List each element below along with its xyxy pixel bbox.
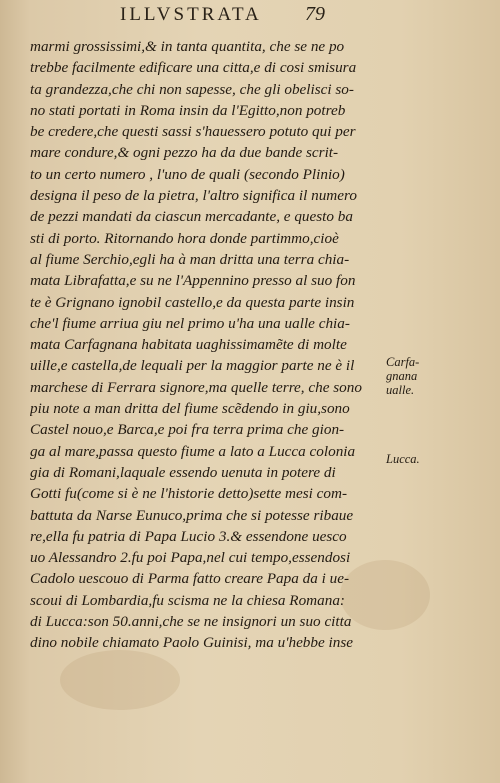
margin-note-lucca [386, 452, 420, 466]
text-line: che'l fiume arriua giu nel primo u'ha una ualle chia- [30, 314, 350, 332]
running-head: ILLVSTRATA [120, 4, 262, 25]
margin-note-line: Lucca. [386, 452, 420, 466]
text-line: uo Alessandro 2.fu poi Papa,nel cui tempo,essendosi [30, 549, 351, 567]
margin-note-line: Carfa- [386, 355, 420, 369]
text-line: dino nobile chiamato Paolo Guinisi, ma u'hebbe inse [30, 634, 353, 652]
text-line: Castel nouo,e Barca,e poi fra terra prima che gion- [30, 421, 345, 439]
text-line: di Lucca:son 50.anni,che se ne insignori un suo citta [30, 613, 352, 631]
paper-stain [60, 650, 180, 710]
text-line: be credere,che questi sassi s'hauessero potuto qui per [30, 123, 356, 141]
text-line: gia di Romani,laquale essendo uenuta in potere di [30, 463, 336, 481]
text-line: marmi grossissimi,& in tanta quantita, che se ne po [30, 38, 345, 55]
text-line: al fiume Serchio,egli ha à man dritta una terra chia- [30, 250, 350, 268]
text-line: ta grandezza,che chi non sapesse, che gli obelisci so- [30, 80, 354, 98]
text-line: de pezzi mandati da ciascun mercadante, e questo ba [30, 208, 353, 226]
margin-note-line: ualle. [386, 383, 415, 397]
text-line: trebbe facilmente edificare una citta,e di cosi smisura [30, 59, 357, 77]
page-number: 79 [305, 3, 325, 25]
margin-note-line: gnana [386, 369, 418, 383]
text-line: battuta da Narse Eunuco,prima che si potesse ribaue [30, 506, 354, 524]
text-line: to un certo numero , l'uno de quali (secondo Plinio) [30, 165, 345, 183]
text-line: piu note a man dritta del fiume scẽdendo in giu,sono [30, 400, 350, 418]
text-line: sti di porto. Ritornando hora donde partimmo,cioè [30, 229, 339, 247]
text-line: ga al mare,passa questo fiume a lato a Lucca colonia [30, 442, 356, 460]
text-line: mata Carfagnana habitata uaghissimamẽte di molte [30, 336, 347, 354]
text-line: mare condure,& ogni pezzo ha da due bande scrit- [30, 144, 339, 162]
text-line: Gotti fu(come si è ne l'historie detto)sette mesi com- [30, 485, 348, 503]
text-line: scoui di Lombardia,fu scisma ne la chiesa Romana: [30, 591, 345, 609]
margin-notes [386, 0, 446, 783]
text-line: te è Grignano ignobil castello,e da questa parte insin [30, 293, 355, 311]
text-line: re,ella fu patria di Papa Lucio 3.& essendone uesco [30, 527, 347, 545]
margin-note-carfagnana [386, 355, 419, 397]
text-line: mata Librafatta,e su ne l'Appennino presso al suo fon [30, 272, 356, 290]
text-line: Cadolo uescouo di Parma fatto creare Papa da i ue- [30, 570, 350, 588]
text-line: designa il peso de la pietra, l'altro significa il numero [30, 187, 357, 205]
text-line: marchese di Ferrara signore,ma quelle terre, che sono [30, 378, 362, 396]
text-line: uille,e castella,de lequali per la maggior parte ne è il [30, 357, 355, 375]
text-line: no stati portati in Roma insin da l'Egitto,non potreb [30, 101, 346, 119]
body-text [30, 36, 382, 654]
